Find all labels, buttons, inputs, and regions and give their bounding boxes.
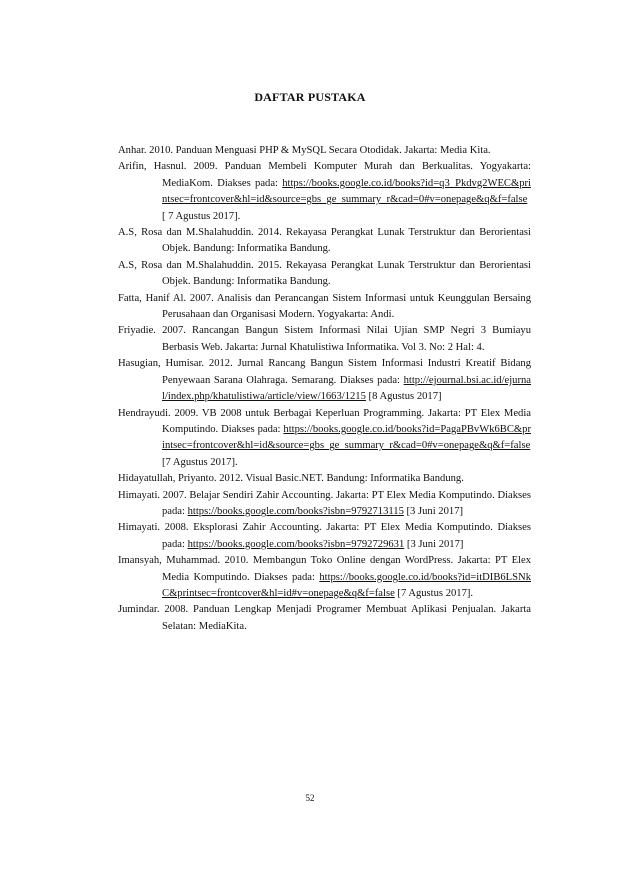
reference-entry [118, 323, 531, 356]
reference-text: Hidayatullah, Priyanto. 2012. Visual Basic.NET. Bandung: Informatika Bandung. [118, 473, 464, 485]
reference-entry [118, 488, 531, 521]
reference-entry [118, 143, 531, 159]
reference-entry [118, 291, 531, 324]
reference-entry [118, 602, 531, 635]
reference-access-date: [7 Agustus 2017]. [162, 456, 238, 468]
reference-text: A.S, Rosa dan M.Shalahuddin. 2014. Rekayasa Perangkat Lunak Terstruktur dan Berorientasi Objek. Bandung: Informatika Bandung. [118, 227, 531, 255]
reference-text: Hasugian, Humisar. 2012. Jurnal Rancang Bangun Sistem Informasi Industri Kreatif Bidang Penyewaan Sarana Olahraga. Semarang. Diakses pada: [118, 358, 531, 386]
reference-access-date: [3 Juni 2017] [403, 505, 464, 517]
reference-link[interactable]: http://ejournal.bsi.ac.id/ejurnal/index.php/khatulistiwa/article/view/1663/1215 [162, 374, 531, 403]
reference-entry [118, 258, 531, 291]
reference-text: Jumindar. 2008. Panduan Lengkap Menjadi Programer Membuat Aplikasi Penjualan. Jakarta Selatan: MediaKita. [118, 604, 531, 632]
reference-access-date: [3 Juni 2017] [404, 538, 464, 550]
reference-entry [118, 356, 531, 405]
reference-entry [118, 406, 531, 472]
reference-text: Himayati. 2007. Belajar Sendiri Zahir Accounting. Jakarta: PT Elex Media Komputindo. Diakses pada: [118, 489, 531, 517]
page-number: 52 [305, 793, 315, 803]
reference-text: Fatta, Hanif Al. 2007. Analisis dan Perancangan Sistem Informasi untuk Keunggulan Bersaing Perusahaan dan Organisasi Modern. Yogyakarta: Andi. [118, 292, 531, 321]
reference-link[interactable]: https://books.google.com/books?isbn=9792729631 [187, 538, 405, 550]
reference-entry [118, 159, 531, 225]
reference-entry [118, 520, 531, 553]
reference-link[interactable]: https://books.google.co.id/books?id=itDIB6LSNkC&printsec=frontcover&hl=id#v=onepage&q&f=false [162, 571, 531, 599]
reference-access-date: [ 7 Agustus 2017]. [162, 210, 241, 222]
reference-access-date: [8 Agustus 2017] [365, 391, 442, 403]
reference-link[interactable]: https://books.google.co.id/books?id=PagaPBvWk6BC&printsec=frontcover&hl=id&source=gbs_ge_summary_r&cad=0#v=onepage&q&f=false [162, 423, 531, 452]
reference-text: A.S, Rosa dan M.Shalahuddin. 2015. Rekayasa Perangkat Lunak Terstruktur dan Berorientasi Objek. Bandung: Informatika Bandung. [118, 259, 531, 288]
reference-text: Imansyah, Muhammad. 2010. Membangun Toko Online dengan WordPress. Jakarta: PT Elex Media Komputindo. Diakses pada: [118, 555, 531, 583]
reference-link[interactable]: https://books.google.com/books?isbn=9792713115 [187, 505, 404, 517]
reference-link[interactable]: https://books.google.co.id/books?id=q3_Pkdvg2WEC&printsec=frontcover&hl=id&source=gbs_ge_summary_r&cad=0#v=onepage&q&f=false [162, 177, 531, 206]
reference-text: Friyadie. 2007. Rancangan Bangun Sistem Informasi Nilai Ujian SMP Negri 3 Bumiayu Berbasis Web. Jakarta: Jurnal Khatulistiwa Informatika. Vol 3. No: 2 Hal: 4. [118, 325, 531, 353]
page-title: DAFTAR PUSTAKA [254, 90, 366, 104]
reference-entry [118, 225, 531, 258]
reference-text: Himayati. 2008. Eksplorasi Zahir Accounting. Jakarta: PT Elex Media Komputindo. Diakses pada: [118, 522, 531, 550]
reference-access-date: [7 Agustus 2017]. [394, 587, 474, 599]
reference-text: Hendrayudi. 2009. VB 2008 untuk Berbagai Keperluan Programming. Jakarta: PT Elex Media Komputindo. Diakses pada: [118, 407, 531, 435]
reference-text: Anhar. 2010. Panduan Menguasi PHP & MySQL Secara Otodidak. Jakarta: Media Kita. [118, 145, 491, 156]
reference-entry [118, 471, 531, 487]
reference-text: Arifin, Hasnul. 2009. Panduan Membeli Komputer Murah dan Berkualitas. Yogyakarta: MediaKom. Diakses pada: [118, 161, 531, 189]
reference-list [118, 143, 531, 635]
reference-entry [118, 553, 531, 602]
